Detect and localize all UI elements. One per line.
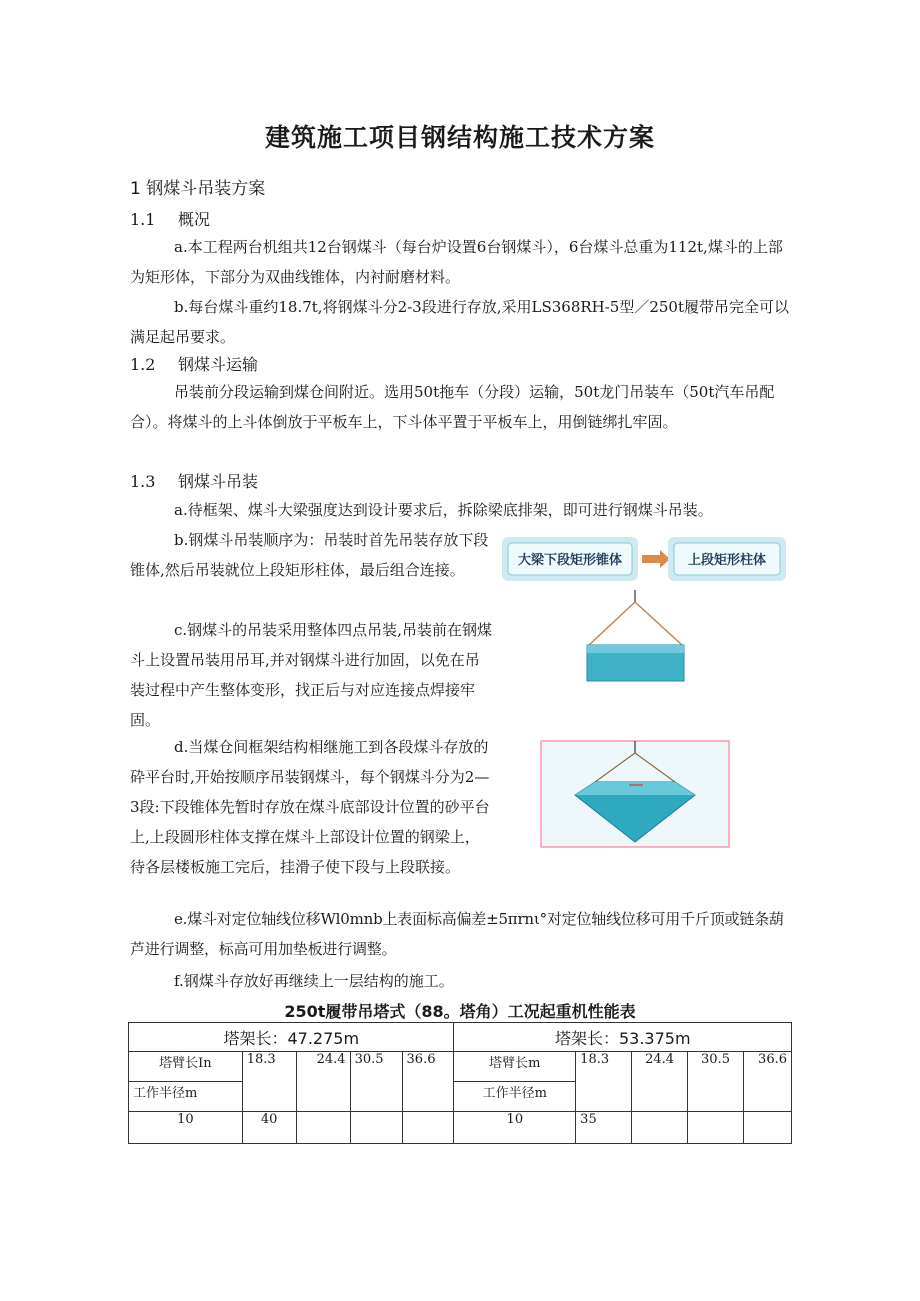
section-number: 1.1 bbox=[130, 210, 156, 229]
left-boom-value: 30.5 bbox=[350, 1052, 402, 1112]
left-boom-value: 36.6 bbox=[402, 1052, 454, 1112]
table-title: 250t履带吊塔式（88。塔角）工况起重机性能表 bbox=[284, 1002, 636, 1021]
paragraph-1-3-e: e.煤斗对定位轴线位移Wl0mnb上表面标高偏差±5πrnι°对定位轴线位移可用千斤顶或链条葫芦进行调整，标高可用加垫板进行调整。 bbox=[130, 910, 784, 958]
left-boom-label: 塔臂长In bbox=[129, 1052, 243, 1082]
section-1-3-heading bbox=[130, 469, 258, 492]
paragraph-1-3-d: d.当煤仓间框架结构相继施工到各段煤斗存放的砕平台时,开始按顺序吊装钢煤斗，每个钢煤斗分为2—3段:下段锥体先暂时存放在煤斗底部设计位置的砂平台上,上段圆形柱体支撑在煤斗上部设计位置的钢梁上，待各层楼板施工完后，挂滑子使下段与上段联接。 bbox=[130, 738, 490, 876]
section-1-heading: 1 钢煤斗吊装方案 bbox=[130, 179, 266, 199]
empty-cell bbox=[402, 1112, 454, 1144]
paragraph-a: a.本工程两台机组共12台钢煤斗（每台炉设置6台钢煤斗），6台煤斗总重为112t,煤斗的上部为矩形体，下部分为双曲线锥体，内衬耐磨材料。 bbox=[130, 238, 783, 286]
empty-cell bbox=[743, 1112, 791, 1144]
left-radius-label: 工作半径m bbox=[129, 1082, 243, 1112]
section-1-1-heading bbox=[130, 207, 210, 230]
sequence-box-2-label: 上段矩形柱体 bbox=[687, 553, 767, 568]
table-row bbox=[129, 1112, 792, 1144]
cone-top-face bbox=[575, 782, 695, 795]
left-radius-value: 10 bbox=[129, 1112, 243, 1144]
left-tower-length-header: 塔架长：47.275m bbox=[129, 1023, 454, 1052]
table-header-row bbox=[129, 1023, 792, 1052]
rectangular-body-hoist-illustration bbox=[583, 590, 688, 685]
boom-length-row bbox=[129, 1052, 792, 1082]
section-number: 1.2 bbox=[130, 355, 156, 374]
empty-cell bbox=[350, 1112, 402, 1144]
section-number: 1.3 bbox=[130, 472, 156, 491]
right-boom-value: 36.6 bbox=[743, 1052, 791, 1112]
document-title: 建筑施工项目钢结构施工技术方案 bbox=[264, 123, 655, 152]
right-boom-value: 18.3 bbox=[576, 1052, 632, 1112]
cone-hoist-illustration bbox=[535, 737, 735, 849]
paragraph-1-3-c: c.钢煤斗的吊装采用整体四点吊装,吊装前在钢煤斗上设置吊装用吊耳,并对钢煤斗进行加固，以免在吊装过程中产生整体变形，找正后与对应连接点焊接牢固。 bbox=[130, 621, 492, 729]
section-title: 钢煤斗吊装 bbox=[178, 472, 259, 491]
left-boom-value: 24.4 bbox=[296, 1052, 350, 1112]
paragraph-1-3-a: a.待框架、煤斗大梁强度达到设计要求后，拆除梁底排架，即可进行钢煤斗吊装。 bbox=[174, 501, 713, 519]
section-title: 概况 bbox=[178, 210, 211, 229]
right-capacity-value: 35 bbox=[576, 1112, 632, 1144]
rectangular-body-top bbox=[587, 645, 684, 653]
paragraph-1-3-f: f.钢煤斗存放好再继续上一层结构的施工。 bbox=[174, 972, 454, 990]
right-tower-length-header: 塔架长：53.375m bbox=[454, 1023, 792, 1052]
right-radius-label: 工作半径m bbox=[454, 1082, 576, 1112]
sequence-box-1-label: 大梁下段矩形锥体 bbox=[517, 553, 623, 568]
empty-cell bbox=[688, 1112, 744, 1144]
left-capacity-value: 40 bbox=[242, 1112, 296, 1144]
empty-cell bbox=[632, 1112, 688, 1144]
right-boom-value: 30.5 bbox=[688, 1052, 744, 1112]
empty-cell bbox=[296, 1112, 350, 1144]
arrow-right-icon bbox=[642, 550, 670, 568]
crane-performance-table bbox=[128, 1022, 792, 1144]
left-boom-value: 18.3 bbox=[242, 1052, 296, 1112]
section-1-2-heading bbox=[130, 352, 258, 375]
paragraph-b: b.每台煤斗重约18.7t,将钢煤斗分2-3段进行存放,采用LS368RH-5型／250t履带吊完全可以满足起吊要求。 bbox=[130, 298, 790, 346]
right-boom-label: 塔臂长m bbox=[454, 1052, 576, 1082]
paragraph-1-3-b: b.钢煤斗吊装顺序为：吊装时首先吊装存放下段锥体,然后吊装就位上段矩形柱体，最后组合连接。 bbox=[130, 531, 489, 579]
right-boom-value: 24.4 bbox=[632, 1052, 688, 1112]
paragraph-transport: 吊装前分段运输到煤仓间附近。选用50t拖车（分段）运输，50t龙门吊装车（50t汽车吊配合）。将煤斗的上斗体倒放于平板车上，下斗体平置于平板车上，用倒链绑扎牢固。 bbox=[130, 383, 775, 431]
lifting-sequence-diagram bbox=[500, 535, 790, 585]
section-title: 钢煤斗运输 bbox=[178, 355, 259, 374]
right-radius-value: 10 bbox=[454, 1112, 576, 1144]
